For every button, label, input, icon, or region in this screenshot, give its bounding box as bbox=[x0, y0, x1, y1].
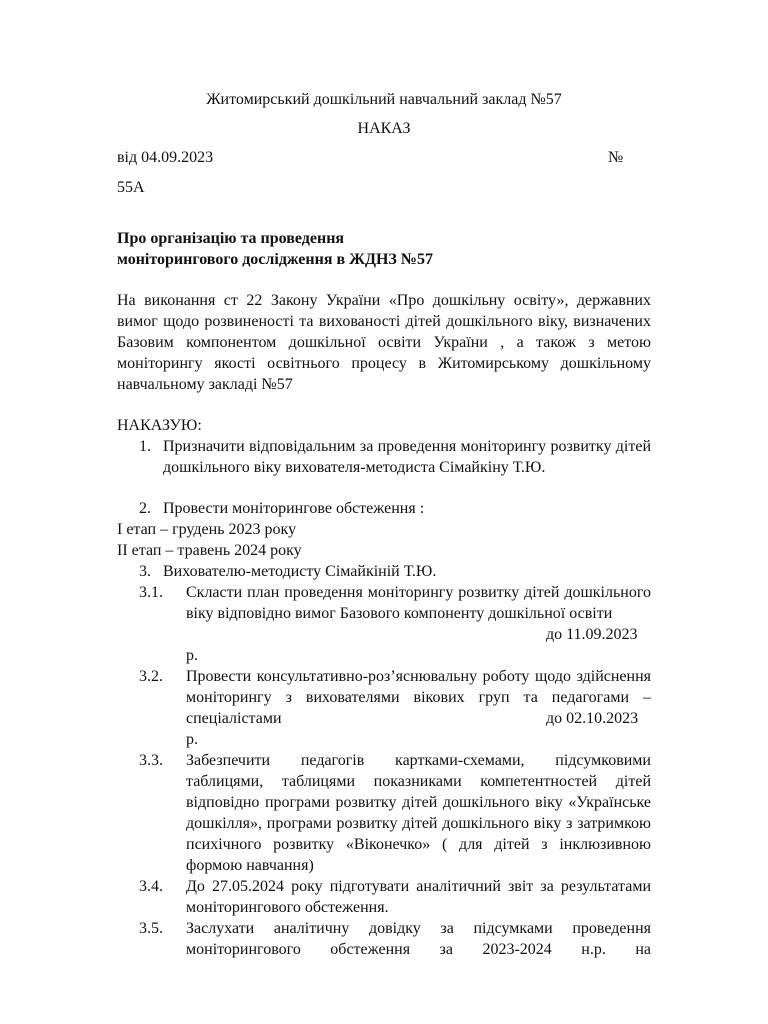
order-number: 55А bbox=[117, 179, 145, 196]
subject-line-2: моніторингового дослідження в ЖДНЗ №57 bbox=[117, 251, 433, 268]
subitem-number: 3.2. bbox=[139, 668, 163, 685]
subitem-number: 3.1. bbox=[139, 584, 163, 601]
order-word: НАКАЗУЮ: bbox=[117, 417, 202, 434]
item-text: Провести моніторингове обстеження : bbox=[163, 500, 425, 517]
subitem-deadline: до 11.09.2023 bbox=[546, 626, 638, 643]
order-date: від 04.09.2023 bbox=[117, 149, 214, 166]
subitem-number: 3.4. bbox=[139, 878, 163, 895]
item-number: 1. bbox=[139, 438, 151, 455]
item-text: Вихователю-методисту Сімайкіній Т.Ю. bbox=[163, 563, 437, 580]
stage-line: ІІ етап – травень 2024 року bbox=[117, 542, 302, 559]
stage-line: І етап – грудень 2023 року bbox=[117, 521, 297, 538]
subitem-text: Провести консультативно-роз’яснювальну роботу щодо здійснення моніторингу з вихователями вікових груп та педагогами – спеціалістами bbox=[186, 668, 651, 727]
preamble-paragraph: На виконання ст 22 Закону України «Про дошкільну освіту», державних вимог щодо розвиненості та вихованості дітей дошкільного віку, визначених Базовим компонентом дошкільної освіти України , а також з метою моніторингу якості освітнього процесу в Житомирському дошкільному навчальному закладі №57 bbox=[117, 292, 651, 393]
item-text: Призначити відповідальним за проведення моніторингу розвитку дітей дошкільного віку вихователя-методиста Сімайкіну Т.Ю. bbox=[163, 438, 651, 476]
institution-name: Житомирський дошкільний навчальний заклад №57 bbox=[206, 91, 562, 108]
subitem-text: До 27.05.2024 року підготувати аналітичний звіт за результатами моніторингового обстеження. bbox=[186, 878, 651, 916]
subitem-deadline-suffix: р. bbox=[186, 731, 198, 748]
item-number: 3. bbox=[139, 563, 151, 580]
subitem-text: Забезпечити педагогів картками-схемами, підсумковими таблицями, таблицями показниками компетентностей дітей відповідно програми розвитку дітей дошкільного віку «Українське дошкілля», програми розвитку дітей дошкільного віку з затримкою психічного розвитку «Віконечко» ( для дітей з інклюзивною формою навчання) bbox=[186, 752, 651, 874]
item-number: 2. bbox=[139, 500, 151, 517]
subject-line-1: Про організацію та проведення bbox=[117, 230, 345, 247]
subitem-number: 3.3. bbox=[139, 752, 163, 769]
document-type: НАКАЗ bbox=[357, 120, 411, 137]
order-number-sign: № bbox=[608, 149, 624, 166]
subitem-text: Заслухати аналітичну довідку за підсумками проведення моніторингового обстеження за 2023-2024 н.р. на bbox=[186, 920, 651, 958]
subitem-number: 3.5. bbox=[139, 920, 163, 937]
subitem-text: Скласти план проведення моніторингу розвитку дітей дошкільного віку відповідно вимог Базового компоненту дошкільної освіти bbox=[186, 584, 651, 622]
subitem-deadline: до 02.10.2023 bbox=[546, 710, 639, 727]
subitem-deadline-suffix: р. bbox=[186, 647, 198, 664]
